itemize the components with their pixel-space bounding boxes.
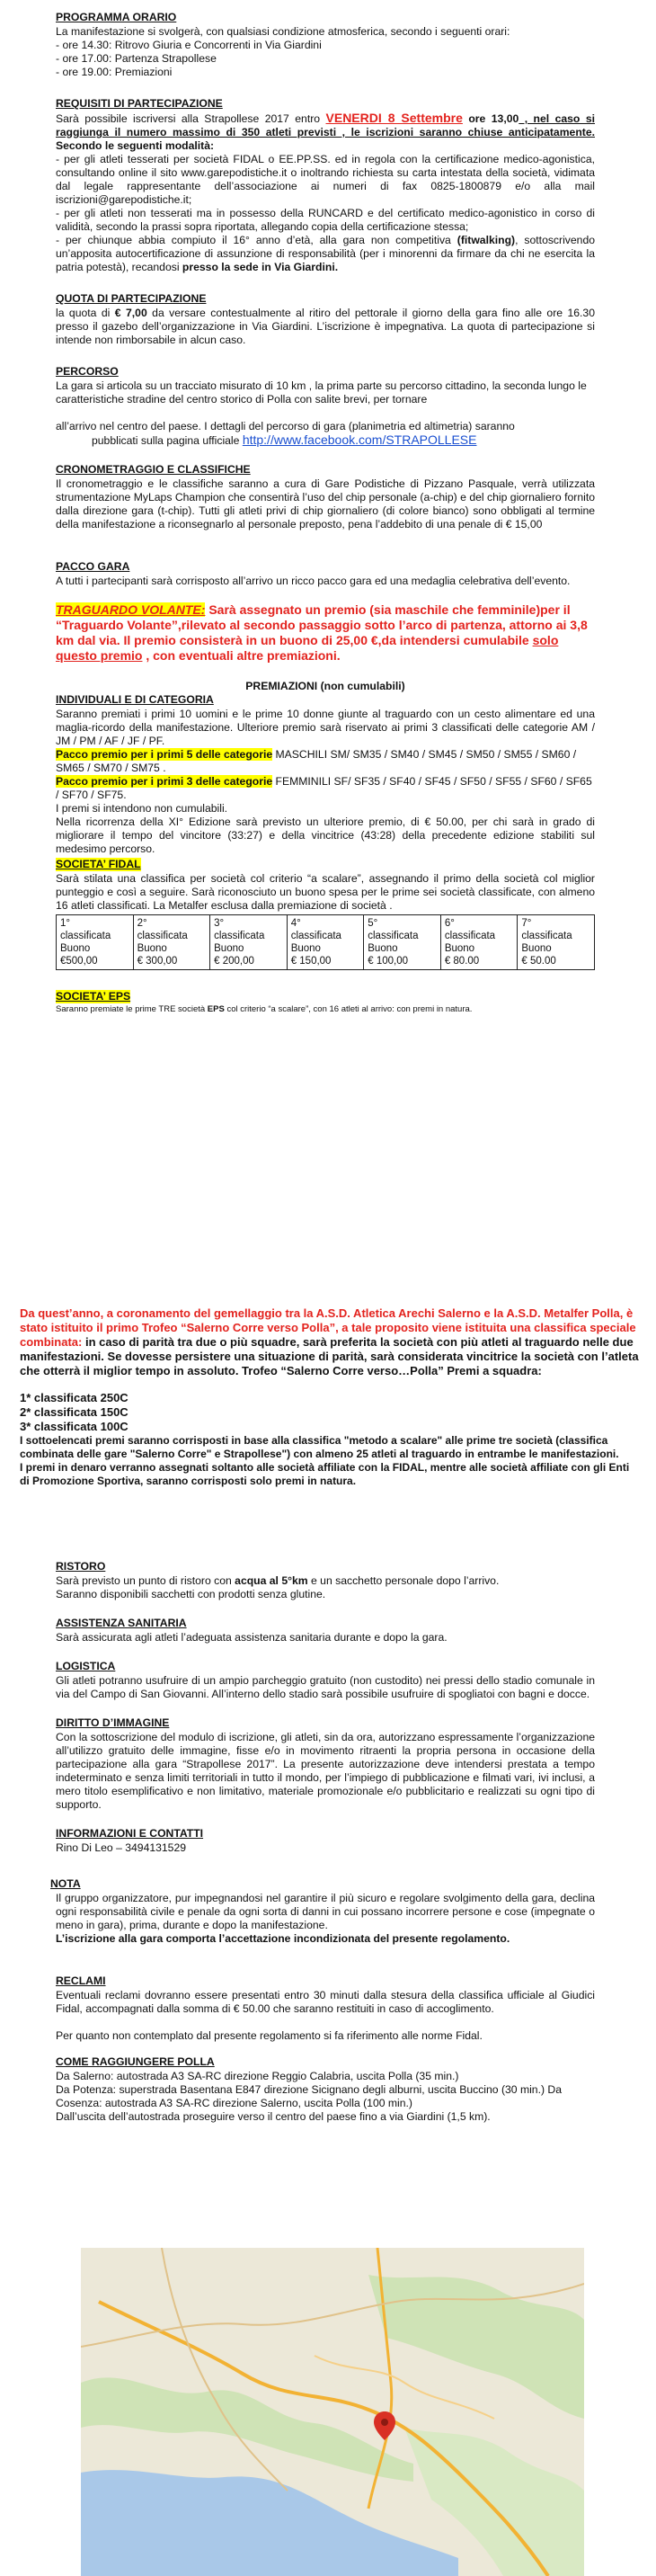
regolamento-page-bottom	[50, 1560, 595, 2124]
fidal-prize-row	[57, 915, 595, 970]
fidal-prize-buono: Buono	[444, 943, 475, 954]
fidal-prize-label: classificata	[214, 931, 265, 941]
fidal-prize-pos: 4°	[290, 918, 301, 929]
individuali-title: INDIVIDUALI E DI CATEGORIA	[56, 693, 214, 706]
reclami-fidal: Per quanto non contemplato dal presente regolamento si fa riferimento alle norme Fidal.	[56, 2029, 483, 2042]
fidal-prize-pos: 1°	[60, 918, 70, 929]
sede-label: presso la sede in Via Giardini.	[182, 261, 339, 273]
come-line: Dall’uscita dell’autostrada proseguire verso il centro del paese fino a via Giardini (1,5 km).	[56, 2110, 491, 2123]
fidal-prize-buono: Buono	[214, 943, 244, 954]
programma-item: - ore 14.30: Ritrovo Giuria e Concorrenti in Via Giardini	[56, 39, 322, 51]
requisiti-text: Sarà possibile iscriversi alla Strapollese 2017 entro	[56, 112, 326, 125]
quota-amount: € 7,00	[114, 307, 147, 319]
fidal-section	[56, 858, 595, 970]
trofeo-prize: 1* classificata 250C	[20, 1391, 129, 1404]
requisiti-fidal: - per gli atleti tesserati per società FIDAL o EE.PP.SS. ed in regola con la certificazione medico-agonistica, consultando online il sito www.garepodistiche.it o inoltrando richiesta su carta intestata della società, vidimata dal legale rappresentante dell’associazione ai numeri di fax 0825-1800879 e/o alla mail iscrizioni@garepodistiche.it;	[56, 153, 595, 206]
assistenza-text: Sarà assicurata agli atleti l’adeguata assistenza sanitaria durante e dopo la gara.	[56, 1631, 448, 1644]
fidal-prize-cell	[210, 915, 288, 970]
fidal-prize-label: classificata	[521, 931, 572, 941]
pacco-maschile-categorie: MASCHILI SM/ SM35 / SM40 / SM45 / SM50 / SM55 / SM60 / SM65 / SM70 / SM75 .	[56, 748, 577, 774]
ristoro-title: RISTORO	[56, 1560, 106, 1573]
gemellaggio-text	[20, 1306, 640, 1378]
non-cumulabili-note: I premi si intendono non cumulabili.	[56, 802, 228, 815]
ristoro-km: acqua al 5°km	[235, 1574, 308, 1587]
fidal-prize-label: classificata	[444, 931, 496, 941]
deadline-time: ore 13,00	[462, 112, 519, 125]
fidal-prize-cell	[287, 915, 364, 970]
fidal-prize-amount: € 150,00	[290, 956, 332, 967]
fidal-prize-buono: Buono	[290, 943, 321, 954]
gemellaggio-section	[20, 1306, 640, 1488]
contatti-section	[56, 1827, 595, 1855]
fidal-prize-pos: 7°	[521, 918, 532, 929]
trofeo-criteria: I sottoelencati premi saranno corrisposti in base alla classifica "metodo a scalare" alle prime tre società (classifica combinata delle gare "Salerno Corre" e Strapollese") con almeno 25 atleti al traguardo in entrambe le manifestazioni.	[20, 1434, 619, 1460]
cronometraggio-text: Il cronometraggio e le classifiche saranno a cura di Gare Podistiche di Pizzano Pasquale, verrà utilizzata strumentazione MyLaps Champion che consentirà l’uso del chip personale (a-chip) e del chip giornaliero fornito dalla direzione gara (t-chip). Tutti gli atleti privi di chip giornaliero (di colore bianco) sono obbligati al termine della manifestazione a riconsegnarlo al personale preposto, pena l’addebito di una penale di € 15,00	[56, 477, 595, 530]
pacco-femminile-categorie: FEMMINILI SF/ SF35 / SF40 / SF45 / SF50 / SF55 / SF60 / SF65 / SF70 / SF75.	[56, 775, 592, 801]
reclami-title: RECLAMI	[56, 1974, 106, 1987]
pacco-femminile-label: Pacco premio per i primi 3 delle categorie	[56, 775, 273, 788]
fidal-prize-amount: € 300,00	[137, 956, 178, 967]
programma-title: PROGRAMMA ORARIO	[56, 11, 177, 23]
requisiti-intro	[56, 111, 595, 153]
requisiti-title: REQUISITI DI PARTECIPAZIONE	[56, 97, 223, 110]
cronometraggio-section	[56, 463, 595, 531]
percorso-text-1: La gara si articola su un tracciato misurato di 10 km , la prima parte su percorso cittadino, la seconda lungo le caratteristiche stradine del centro storico di Polla con salite brevi, per tornare	[56, 379, 587, 406]
gemellaggio-black-text: in caso di parità tra due o più squadre, sarà preferita la società con più atleti al traguardo nelle due manifestazioni. Se dovesse persistere una situazione di parità, sarà considerata vincitrice la società con l’atleta che otterrà il miglior tempo in assoluto. Trofeo “Salerno Corre verso…Polla” Premi a squadra:	[20, 1335, 639, 1377]
fidal-prize-cell	[57, 915, 134, 970]
percorso-link-label: pubblicati sulla pagina ufficiale	[92, 434, 243, 447]
fidal-prize-table	[56, 914, 595, 970]
traguardo-label: TRAGUARDO VOLANTE:	[56, 602, 206, 617]
eps-text	[56, 1004, 595, 1015]
percorso-text-3	[56, 433, 595, 448]
fidal-prize-buono: Buono	[137, 943, 167, 954]
fidal-prize-cell	[518, 915, 595, 970]
polla-map	[81, 2248, 584, 2576]
pacco-section	[56, 560, 595, 588]
traguardo-text: Sarà assegnato un premio (sia maschile che femminile)per il “Traguardo Volante”,rilevato al secondo passaggio sotto l’arco di partenza, attorno ai 3,8 km dal via. Il premio consisterà in un buono di 25,00 €,da intendersi cumulabile	[56, 602, 588, 647]
pacco-maschile-label: Pacco premio per i primi 5 delle categorie	[56, 748, 273, 761]
ristoro-section	[56, 1560, 595, 1601]
cronometraggio-title: CRONOMETRAGGIO E CLASSIFICHE	[56, 463, 251, 476]
percorso-title: PERCORSO	[56, 365, 119, 378]
eps-section	[56, 990, 595, 1015]
trofeo-fidal-note: I premi in denaro verranno assegnati soltanto alle società affiliate con la FIDAL, mentre alle società affiliate con gli Enti di Promozione Sportiva, saranno corrisposti solo premi in natura.	[20, 1461, 630, 1487]
fidal-prize-amount: € 50.00	[521, 956, 556, 967]
fidal-prize-amount: €500,00	[60, 956, 98, 967]
quota-text-a: la quota di	[56, 307, 115, 319]
traguardo-cumulabile: solo questo premio	[56, 633, 559, 663]
come-line: Da Potenza: superstrada Basentana E847 direzione Sicignano degli alburni, uscita Buccino (30 min.) Da Cosenza: autostrada A3 SA-RC direzione Salerno, uscita Polla (100 min.)	[56, 2083, 562, 2109]
regolamento-page	[56, 11, 595, 1015]
eps-text-a: Saranno premiate le prime TRE società	[56, 1004, 208, 1014]
quota-title: QUOTA DI PARTECIPAZIONE	[56, 292, 207, 305]
programma-item: - ore 17.00: Partenza Strapollese	[56, 52, 217, 65]
assistenza-section	[56, 1617, 595, 1645]
come-section	[56, 2055, 595, 2124]
fidal-prize-pos: 2°	[137, 918, 147, 929]
fidal-prize-buono: Buono	[60, 943, 91, 954]
fidal-prize-buono: Buono	[521, 943, 552, 954]
pacco-maschile	[56, 748, 595, 775]
ristoro-glutine: Saranno disponibili sacchetti con prodotti senza glutine.	[56, 1588, 326, 1600]
deadline-date: VENERDI 8 Settembre	[325, 111, 463, 125]
diritto-section	[56, 1716, 595, 1812]
fidal-prize-amount: € 200,00	[214, 956, 254, 967]
requisiti-text: , sottoscrivendo un’apposita autocertificazione di assunzione di responsabilità (per i minorenni da firmare da chi ne esercita la patria potestà), recandosi	[56, 234, 596, 273]
quota-section	[56, 292, 595, 347]
individuali-text: Saranno premiati i primi 10 uomini e le prime 10 donne giunte al traguardo con un cesto alimentare ed una maglia-ricordo della manifestazione. Ulteriore premio sarà riservato ai primi 3 classificati delle categorie AM / JM / PM / AF / JF / PF.	[56, 708, 595, 747]
requisiti-modalita: Secondo le seguenti modalità:	[56, 139, 215, 152]
eps-label: EPS	[207, 1004, 225, 1014]
requisiti-runcard: - per gli atleti non tesserati ma in possesso della RUNCARD e del certificato medico-agonistico in corso di validità, secondo la prassi sopra riportata, allegando copia della certificazione stessa;	[56, 207, 595, 233]
map-illustration	[81, 2248, 584, 2576]
logistica-title: LOGISTICA	[56, 1660, 116, 1672]
requisiti-section	[56, 97, 595, 274]
fidal-prize-buono: Buono	[368, 943, 398, 954]
premiazioni-section	[56, 680, 595, 856]
contatti-title: INFORMAZIONI E CONTATTI	[56, 1827, 204, 1840]
logistica-text: Gli atleti potranno usufruire di un ampio parcheggio gratuito (non custodito) nei pressi dello stadio comunale in via del Campo di San Giovanni. All’interno dello stadio sarà possibile usufruire di spogliatoi con bagni e docce.	[56, 1674, 595, 1700]
assistenza-title: ASSISTENZA SANITARIA	[56, 1617, 187, 1629]
programma-item: - ore 19.00: Premiazioni	[56, 66, 173, 78]
traguardo-section	[56, 602, 595, 664]
fidal-prize-pos: 6°	[444, 918, 455, 929]
facebook-link[interactable]: http://www.facebook.com/STRAPOLLESE	[242, 432, 477, 447]
fidal-prize-pos: 5°	[368, 918, 378, 929]
fidal-prize-amount: € 80.00	[444, 956, 480, 967]
reclami-text: Eventuali reclami dovranno essere presentati entro 30 minuti dalla stesura della classifica ufficiale al Giudici Fidal, accompagnati dalla somma di € 50.00 che saranno restituiti in caso di accoglimento.	[56, 1989, 595, 2015]
xi-edizione-text: Nella ricorrenza della XI° Edizione sarà previsto un ulteriore premio, di € 50.00, per chi sarà in grado di migliorare il tempo del vincitore (33:27) e della vincitrice (43:28) della precedente edizione stabiliti sul medesimo percorso.	[56, 816, 595, 855]
fidal-text: Sarà stilata una classifica per società col criterio “a scalare”, assegnando il primo della società col miglior punteggio e così a seguire. Sarà riconosciuto un buono spesa per le prime sei società classificate, con almeno 16 atleti classificati. La Metalfer esclusa dalla premiazione di società .	[56, 872, 595, 912]
percorso-section	[56, 365, 595, 448]
pacco-title: PACCO GARA	[56, 560, 130, 573]
nota-section	[50, 1877, 595, 1946]
requisiti-limit: , nel caso si raggiunga il numero massimo di 350 atleti previsti , le iscrizioni saranno chiuse anticipatamente.	[56, 112, 595, 138]
logistica-section	[56, 1660, 595, 1701]
contatti-text: Rino Di Leo – 3494131529	[56, 1841, 187, 1854]
quota-text	[56, 307, 595, 347]
fidal-prize-label: classificata	[137, 931, 188, 941]
diritto-text: Con la sottoscrizione del modulo di iscrizione, gli atleti, sin da ora, autorizzano espressamente l’organizzazione all’utilizzo gratuito delle immagine, fisse e/o in movimento ritraenti la propria persona in occasione della partecipazione alla gara “Strapollese 2017”. La presente autorizzazione deve intendersi prestata a tempo indeterminato e senza limiti territoriali in tutto il mondo, per l’impiego di pubblicazione e filmati vari, ivi inclusi, a mero titolo esemplificativo e non limitativo, materiale promozionale e/o pubblicitario e realizzati su ogni tipo di supporto.	[56, 1731, 595, 1811]
pacco-femminile	[56, 775, 595, 802]
ristoro-text-a: Sarà previsto un punto di ristoro con	[56, 1574, 235, 1587]
fidal-prize-pos: 3°	[214, 918, 225, 929]
nota-bold: L’iscrizione alla gara comporta l’accettazione incondizionata del presente regolamento.	[56, 1932, 510, 1945]
fidal-prize-label: classificata	[368, 931, 419, 941]
fidal-prize-cell	[440, 915, 518, 970]
eps-title: SOCIETA’ EPS	[56, 990, 131, 1003]
fidal-prize-label: classificata	[290, 931, 341, 941]
come-line: Da Salerno: autostrada A3 SA-RC direzione Reggio Calabria, uscita Polla (35 min.)	[56, 2070, 459, 2082]
trofeo-prize: 3* classificata 100C	[20, 1420, 129, 1433]
ristoro-text-c: e un sacchetto personale dopo l’arrivo.	[307, 1574, 500, 1587]
quota-text-c: da versare contestualmente al ritiro del pettorale il giorno della gara fino alle ore 16.30 presso il gazebo dell’organizzazione in Via Giardini. L’iscrizione è impegnativa. La quota di partecipazione si intende non rimborsabile in alcun caso.	[56, 307, 595, 346]
nota-title: NOTA	[50, 1877, 81, 1890]
requisiti-fitwalking	[56, 234, 595, 274]
trofeo-prize: 2* classificata 150C	[20, 1405, 129, 1419]
gemellaggio-red-text: Da quest’anno, a coronamento del gemellaggio tra la A.S.D. Atletica Arechi Salerno e la A.S.D. Metalfer Polla, è stato istituito il primo Trofeo “Salerno Corre verso Polla”, a tale proposito viene istituita una classifica speciale combinata:	[20, 1306, 636, 1349]
fidal-prize-amount: € 100,00	[368, 956, 409, 967]
fidal-prize-cell	[364, 915, 441, 970]
fidal-prize-cell	[133, 915, 210, 970]
percorso-text-2: all’arrivo nel centro del paese. I dettagli del percorso di gara (planimetria ed altimetria) saranno	[56, 420, 515, 432]
nota-text: Il gruppo organizzatore, pur impegnandosi nel garantire il più sicuro e regolare svolgimento della gara, declina ogni responsabilità civile e penale da ogni sorta di danni in cui possano incorrere persone e cose (impegnate o meno in gara), prima, durante e dopo la manifestazione.	[56, 1892, 595, 1931]
traguardo-text-end: , con eventuali altre premiazioni.	[142, 648, 341, 663]
fitwalking-label: (fitwalking)	[457, 234, 516, 246]
requisiti-text: - per chiunque abbia compiuto il 16° anno d’età, alla gara non competitiva	[56, 234, 457, 246]
premiazioni-title: PREMIAZIONI (non cumulabili)	[245, 680, 405, 692]
ristoro-text	[56, 1574, 595, 1588]
programma-intro: La manifestazione si svolgerà, con qualsiasi condizione atmosferica, secondo i seguenti orari:	[56, 25, 510, 38]
diritto-title: DIRITTO D’IMMAGINE	[56, 1716, 170, 1729]
eps-text-c: col criterio “a scalare”, con 16 atleti al arrivo: con premi in natura.	[224, 1004, 473, 1014]
pacco-text: A tutti i partecipanti sarà corrisposto all’arrivo un ricco pacco gara ed una medaglia celebrativa dell’evento.	[56, 575, 571, 587]
reclami-section	[56, 1974, 595, 2043]
come-title: COME RAGGIUNGERE POLLA	[56, 2055, 215, 2068]
programma-section	[56, 11, 595, 79]
fidal-title: SOCIETA’ FIDAL	[56, 858, 141, 870]
fidal-prize-label: classificata	[60, 931, 111, 941]
